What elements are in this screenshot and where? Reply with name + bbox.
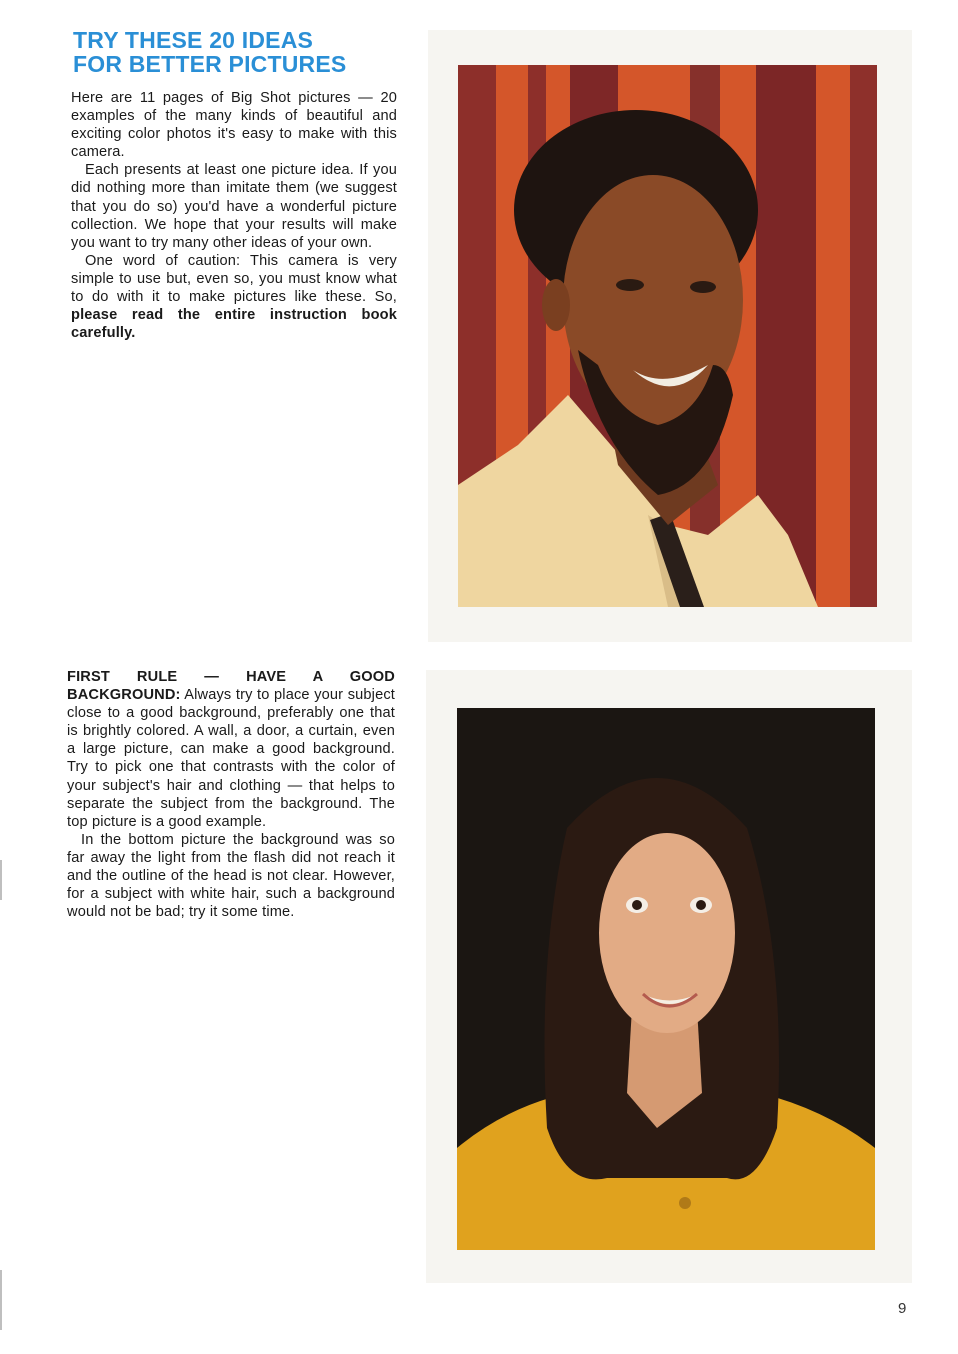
scan-edge-mark [0, 860, 2, 900]
page-number: 9 [898, 1300, 907, 1317]
rule-title: FIRST RULE — HAVE A GOOD BACKGROUND: [67, 669, 395, 704]
heading-line-2: FOR BETTER PICTURES [73, 51, 347, 77]
man-portrait-image [458, 65, 877, 607]
heading-line-1: TRY THESE 20 IDEAS [73, 27, 314, 53]
first-rule-text [67, 668, 395, 921]
page-heading [73, 28, 346, 76]
intro-caution-text: One word of caution: This camera is very simple to use but, even so, you must know what to do with it to make pictures like these. So, [71, 252, 397, 306]
rule-paragraph-1 [67, 668, 395, 831]
man-portrait-photo [458, 65, 877, 607]
woman-portrait-photo [457, 708, 875, 1250]
rule-paragraph-2: In the bottom picture the background was so far away the light from the flash did not reach it and the outline of the head is not clear. However, for a subject with white hair, such a background would not be bad; try it some time. [67, 831, 395, 921]
intro-text [71, 89, 397, 342]
intro-paragraph-2: Each presents at least one picture idea. If you did nothing more than imitate them (we suggest that you do so) you'd have a wonderful picture collection. We hope that your results will make you want to try many other ideas of your own. [71, 162, 397, 251]
intro-paragraph-1: Here are 11 pages of Big Shot pictures — 20 examples of the many kinds of beautiful and exciting color photos it's easy to make with this camera. [71, 90, 397, 161]
scan-edge-mark-lower [0, 1270, 2, 1330]
woman-portrait-image [457, 708, 875, 1250]
intro-read-instructions: please read the entire instruction book carefully. [71, 307, 397, 342]
rule-paragraph-1-body: Always try to place your subject close to a good background, preferably one that is brightly colored. A wall, a door, a curtain, even a large picture, can make a good background. Try to pick one that contrasts with the color of your subject's hair and clothing — that helps to separate the subject from the background. The top picture is a good example. [67, 687, 395, 830]
intro-paragraph-3 [71, 252, 397, 342]
